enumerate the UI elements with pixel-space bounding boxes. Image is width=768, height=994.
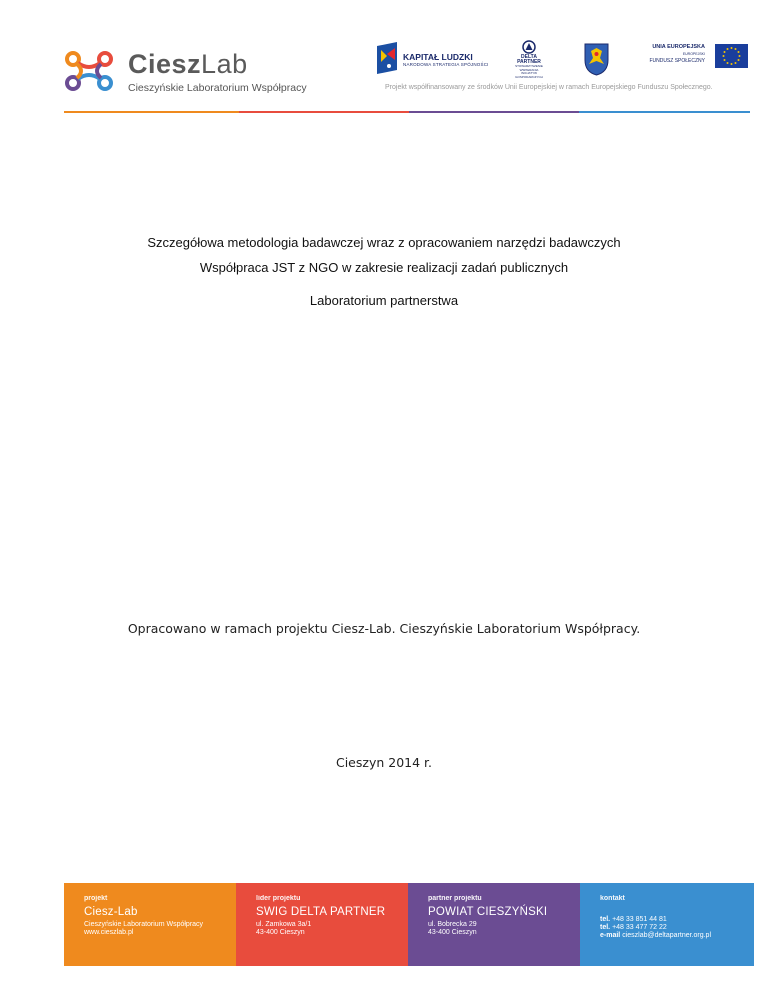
- delta-partner-name-1: DELTA: [521, 54, 537, 60]
- eu-line-2: EUROPEJSKI: [682, 52, 705, 56]
- header-rule-blue: [579, 111, 750, 113]
- footer-contact-tel-2: [600, 924, 754, 932]
- footer-project-line-1: Cieszyńskie Laboratorium Współpracy: [84, 921, 204, 928]
- kapital-ludzki-subtitle: NARODOWA STRATEGIA SPÓJNOŚCI: [403, 62, 489, 67]
- footer-contact-tel-2-value: +48 33 477 72 22: [612, 924, 667, 931]
- header-rule-red: [239, 111, 409, 113]
- footer-leader-label: lider projektu: [256, 895, 301, 902]
- footer-contact-email: [600, 932, 754, 940]
- coat-of-arms-icon: [583, 42, 610, 76]
- eu-title: UNIA EUROPEJSKA: [652, 44, 705, 50]
- footer-partner-label: partner projektu: [428, 895, 482, 902]
- kapital-ludzki-flag-icon: [375, 42, 399, 74]
- footer-partner: [408, 883, 580, 966]
- document-title-line-1: Szczegółowa metodologia badawczej wraz z opracowaniem narzędzi badawczych: [147, 235, 621, 250]
- footer-contact-tel-1-value: +48 33 851 44 81: [612, 916, 667, 923]
- header-rule-purple: [409, 111, 579, 113]
- brand-name-light: Lab: [201, 49, 248, 79]
- footer-project-label: projekt: [84, 895, 108, 902]
- prepared-note: Opracowano w ramach projektu Ciesz-Lab. Cieszyńskie Laboratorium Współpracy.: [127, 621, 641, 636]
- footer-partner-heading: POWIAT CIESZYŃSKI: [428, 906, 548, 918]
- footer-project: [64, 883, 236, 966]
- footer-contact-tel-1: [600, 916, 754, 924]
- delta-partner-emblem-icon: [522, 40, 536, 54]
- brand-name-bold: Ciesz: [128, 49, 202, 79]
- footer-leader-line-2: 43-400 Cieszyn: [256, 929, 305, 936]
- footer-contact: [580, 883, 754, 966]
- cieszlab-logo-icon: [64, 50, 114, 92]
- document-title-line-3: Laboratorium partnerstwa: [309, 293, 459, 308]
- document-title-line-2: Współpraca JST z NGO w zakresie realizacji zadań publicznych: [199, 260, 569, 275]
- footer-leader: [236, 883, 408, 966]
- footer-contact-email-label: e-mail: [600, 932, 621, 939]
- eu-flag-icon: [715, 44, 748, 68]
- header-rule-orange: [64, 111, 239, 113]
- footer-contact-email-link[interactable]: cieszlab@deltapartner.org.pl: [622, 932, 712, 939]
- page-footer: [64, 883, 754, 966]
- page-header: [0, 0, 768, 115]
- footer-project-heading: Ciesz-Lab: [84, 906, 138, 918]
- footer-partner-line-1: ul. Bobrecka 29: [428, 921, 477, 928]
- footer-contact-tel-1-label: tel.: [600, 916, 611, 923]
- eu-line-3: FUNDUSZ SPOŁECZNY: [649, 58, 705, 64]
- footer-partner-line-2: 43-400 Cieszyn: [428, 929, 477, 936]
- eu-logo: [643, 44, 748, 76]
- footer-leader-line-1: ul. Zamkowa 3a/1: [256, 921, 312, 928]
- footer-project-line-2: www.cieszlab.pl: [84, 929, 134, 936]
- footer-leader-heading: SWIG DELTA PARTNER: [256, 906, 386, 918]
- cofinancing-note: Projekt współfinansowany ze środków Unii Europejskiej w ramach Europejskiego Funduszu Społecznego.: [385, 84, 713, 91]
- brand-name: [128, 49, 307, 80]
- delta-partner-logo: [512, 40, 546, 88]
- footer-contact-tel-2-label: tel.: [600, 924, 611, 931]
- brand: [128, 49, 307, 94]
- delta-partner-subtitle: STOWARZYSZENIE WSPIERANIA INICJATYW GOSPODARCZYCH: [515, 64, 543, 79]
- brand-subtitle: Cieszyńskie Laboratorium Współpracy: [128, 82, 307, 94]
- footer-contact-label: kontakt: [600, 895, 625, 902]
- place-date: Cieszyn 2014 r.: [335, 755, 432, 770]
- delta-partner-name-2: PARTNER: [517, 59, 541, 65]
- kapital-ludzki-title: KAPITAŁ LUDZKI: [403, 52, 473, 62]
